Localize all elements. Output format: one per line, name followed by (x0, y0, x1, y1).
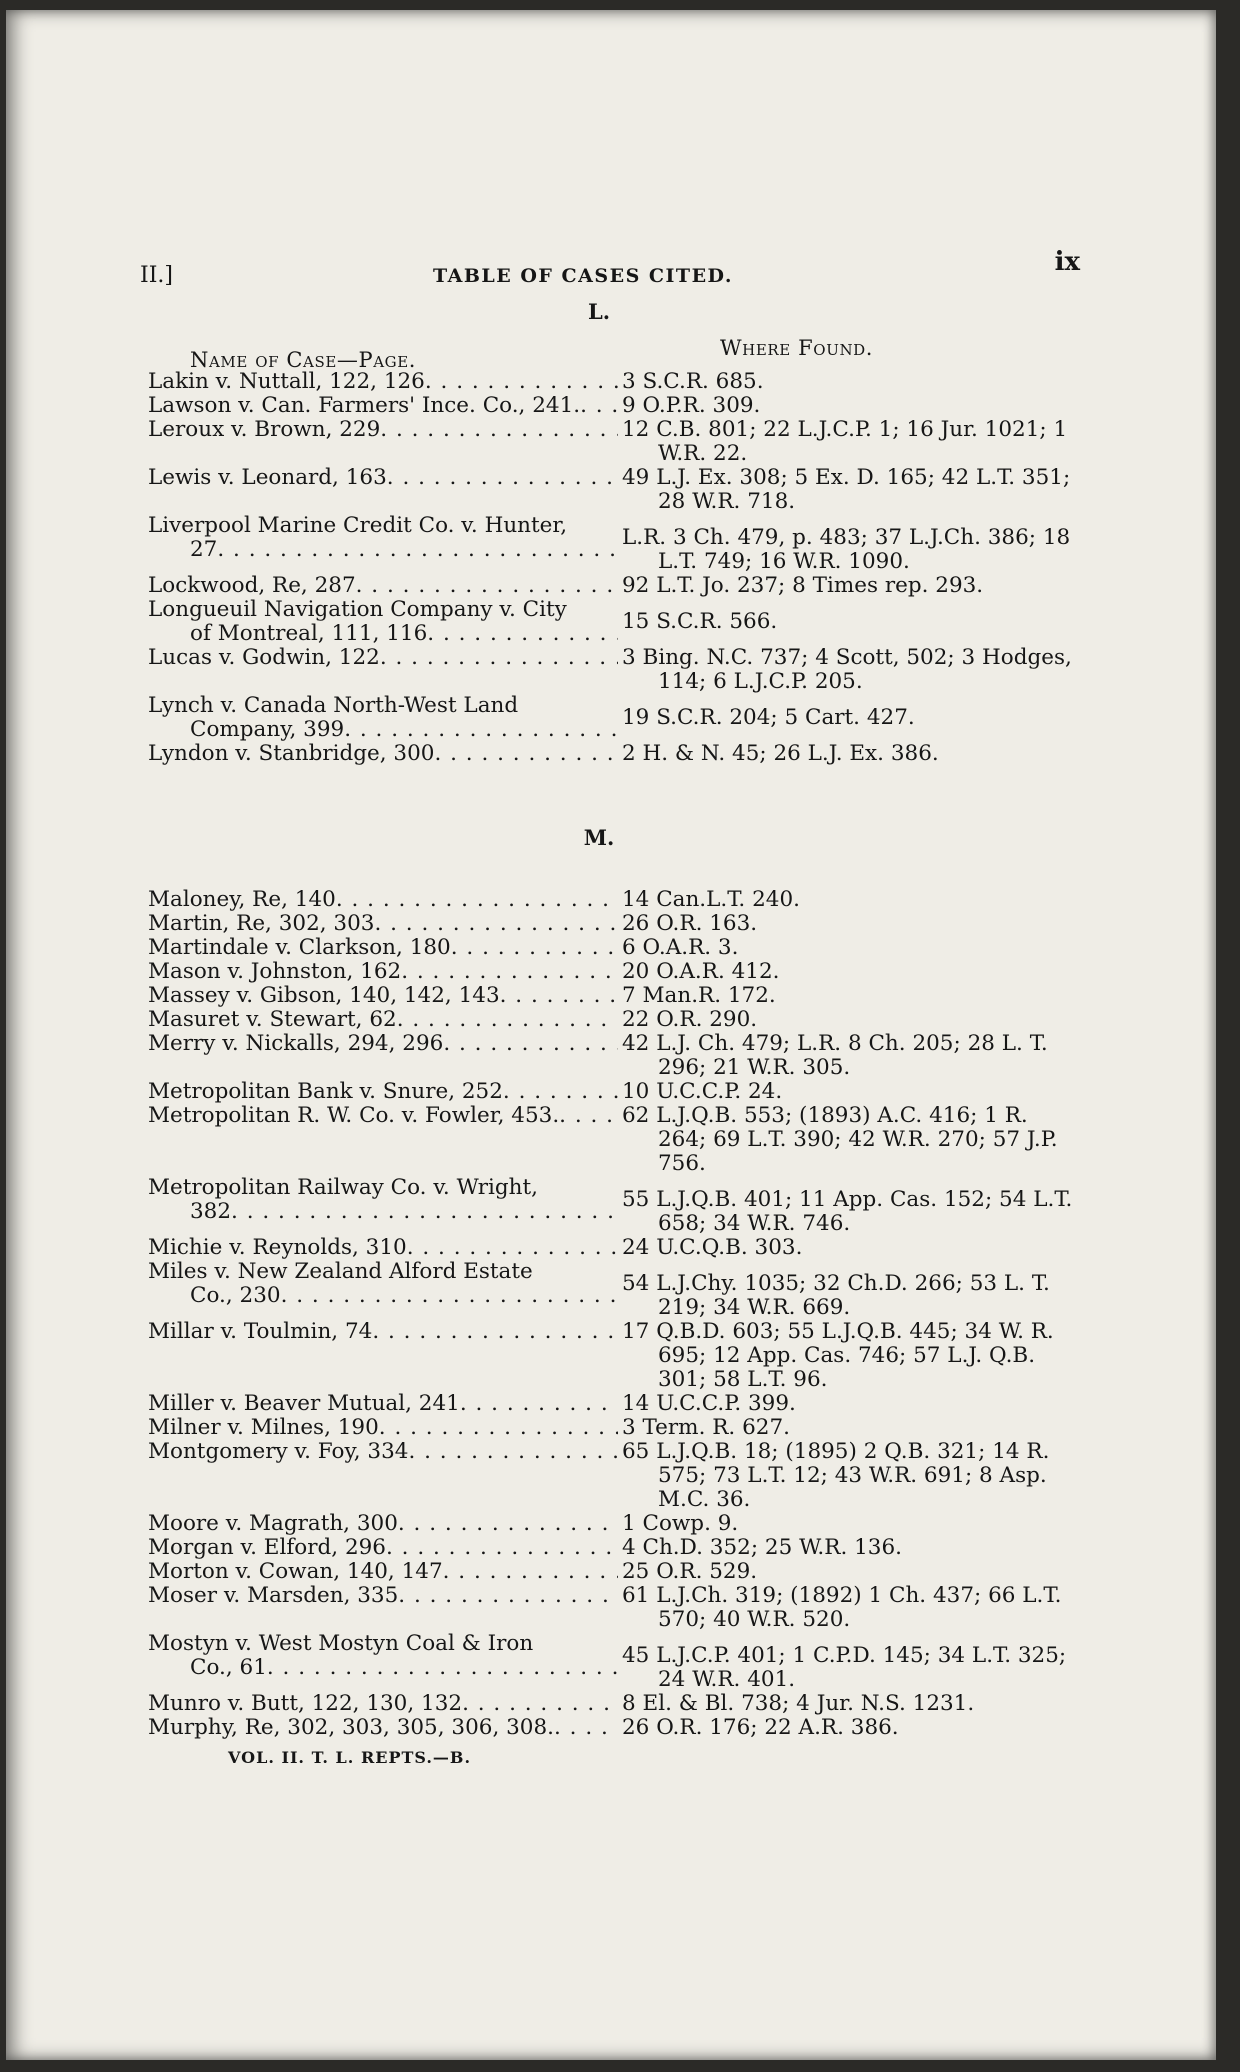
case-name (148, 1080, 618, 1104)
case-name-line: of Montreal, 111, 116 (190, 621, 428, 646)
case-entry (148, 1080, 1080, 1104)
citation: 61 L.J.Ch. 319; (1892) 1 Ch. 437; 66 L.T. 570; 40 W.R. 520. (622, 1583, 1062, 1632)
leader-dots (434, 742, 618, 766)
case-entry (148, 1692, 1080, 1716)
case-name (148, 742, 618, 766)
case-entry (148, 1176, 1080, 1236)
leader-dots (380, 646, 618, 670)
case-name-line: Morton v. Cowan, 140, 147 (148, 1560, 443, 1584)
citation: 42 L.J. Ch. 479; L.R. 8 Ch. 205; 28 L. T. 296; 21 W.R. 305. (622, 1031, 1048, 1080)
leader-dots (380, 418, 618, 442)
page-title: TABLE OF CASES CITED. (433, 265, 733, 287)
case-entry (148, 888, 1080, 912)
citation: 19 S.C.R. 204; 5 Cart. 427. (622, 705, 915, 730)
section-heading-m: M. (583, 825, 615, 850)
case-entry (148, 1560, 1080, 1584)
leader-dots (379, 1416, 618, 1440)
case-entry (148, 466, 1080, 514)
leader-dots (443, 1560, 618, 1584)
citation: L.R. 3 Ch. 479, p. 483; 37 L.J.Ch. 386; 18 L.T. 749; 16 W.R. 1090. (622, 525, 1071, 574)
leader-dots (387, 466, 618, 490)
case-name-line: Lyndon v. Stanbridge, 300 (148, 742, 435, 766)
case-name (148, 394, 618, 418)
case-entry (148, 1512, 1080, 1536)
citation: 26 O.R. 176; 22 A.R. 386. (622, 1715, 899, 1740)
case-entry (148, 418, 1080, 466)
case-name-line: Moore v. Magrath, 300 (148, 1512, 398, 1536)
leader-dots (407, 1236, 618, 1260)
column-header-name: Name of Case—Page. (190, 348, 417, 372)
case-name (148, 1584, 618, 1608)
leader-dots (462, 1692, 618, 1716)
leader-dots (443, 1032, 618, 1056)
citation: 55 L.J.Q.B. 401; 11 App. Cas. 152; 54 L.T. 658; 34 W.R. 746. (622, 1187, 1073, 1236)
case-name-line: Miller v. Beaver Mutual, 241 (148, 1392, 460, 1416)
leader-dots (336, 888, 618, 912)
case-name (148, 1692, 618, 1716)
citation: 9 O.P.R. 309. (622, 393, 761, 418)
case-name-line: Merry v. Nickalls, 294, 296 (148, 1032, 444, 1056)
case-name-line: Co., 61 (190, 1655, 267, 1680)
case-entry (148, 394, 1080, 418)
case-entry (148, 1236, 1080, 1260)
leader-dots (408, 1440, 618, 1464)
citation: 1 Cowp. 9. (622, 1511, 739, 1536)
case-name-line: Morgan v. Elford, 296 (148, 1536, 386, 1560)
leader-dots (267, 1656, 618, 1680)
citation: 24 U.C.Q.B. 303. (622, 1235, 803, 1260)
case-name-line: Moser v. Marsden, 335 (148, 1584, 399, 1608)
citation: 10 U.C.C.P. 24. (622, 1079, 783, 1104)
case-entry (148, 984, 1080, 1008)
case-entry (148, 742, 1080, 766)
leader-dots (386, 1536, 618, 1560)
citation: 14 Can.L.T. 240. (622, 887, 800, 912)
case-name-line: Murphy, Re, 302, 303, 305, 306, 308. (148, 1716, 554, 1740)
citation: 65 L.J.Q.B. 18; (1895) 2 Q.B. 321; 14 R. 575; 73 L.T. 12; 43 W.R. 691; 8 Asp. M.C. 36. (622, 1439, 1050, 1512)
citation: 49 L.J. Ex. 308; 5 Ex. D. 165; 42 L.T. 351; 28 W.R. 718. (622, 465, 1071, 514)
leader-dots (398, 1584, 618, 1608)
case-entry (148, 1008, 1080, 1032)
case-name (148, 1320, 618, 1344)
case-name (148, 1716, 618, 1740)
document-page (140, 247, 1080, 1770)
case-name-line: Masuret v. Stewart, 62 (148, 1008, 397, 1032)
citation: 2 H. & N. 45; 26 L.J. Ex. 386. (622, 741, 939, 766)
column-header-where: Where Found. (720, 336, 874, 360)
leader-dots (217, 538, 618, 562)
case-name (148, 936, 618, 960)
case-name-line: Martin, Re, 302, 303 (148, 912, 375, 936)
case-name-line: Mason v. Johnston, 162 (148, 960, 402, 984)
section-heading-l: L. (587, 299, 611, 324)
case-name-line: Lawson v. Can. Farmers' Ince. Co., 241. (148, 394, 581, 418)
citation: 45 L.J.C.P. 401; 1 C.P.D. 145; 34 L.T. 325; 24 W.R. 401. (622, 1643, 1067, 1692)
case-name-line: Massey v. Gibson, 140, 142, 143 (148, 984, 500, 1008)
case-name (148, 1032, 618, 1056)
citation: 3 S.C.R. 685. (622, 369, 764, 394)
leader-dots (427, 622, 618, 646)
case-entry (148, 694, 1080, 742)
case-name (148, 1104, 618, 1128)
case-entry (148, 1392, 1080, 1416)
leader-dots (374, 912, 618, 936)
case-name-line: Lewis v. Leonard, 163 (148, 466, 387, 490)
case-name-line: 27 (190, 537, 218, 562)
case-name-line: 382 (190, 1199, 232, 1224)
case-entry (148, 1104, 1080, 1176)
section-l-entries (148, 370, 1080, 766)
leader-dots (425, 370, 618, 394)
case-name (148, 466, 618, 490)
citation: 4 Ch.D. 352; 25 W.R. 136. (622, 1535, 902, 1560)
citation: 22 O.R. 290. (622, 1007, 758, 1032)
case-entry (148, 598, 1080, 646)
leader-dots (554, 1716, 618, 1740)
case-name (148, 1236, 618, 1260)
case-entry (148, 960, 1080, 984)
case-name-line: Co., 230 (190, 1283, 281, 1308)
case-name-line: Metropolitan Railway Co. v. Wright, (148, 1176, 538, 1200)
case-name-line: Company, 399 (190, 717, 345, 742)
citation: 92 L.T. Jo. 237; 8 Times rep. 293. (622, 573, 984, 598)
running-head (140, 247, 1080, 298)
case-name (148, 960, 618, 984)
case-name-line: Munro v. Butt, 122, 130, 132 (148, 1692, 463, 1716)
case-entry (148, 1716, 1080, 1740)
case-name (148, 1416, 618, 1440)
case-name (148, 1632, 618, 1680)
citation: 62 L.J.Q.B. 553; (1893) A.C. 416; 1 R. 264; 69 L.T. 390; 42 W.R. 270; 57 J.P. 756. (622, 1103, 1058, 1176)
case-name-line: Michie v. Reynolds, 310 (148, 1236, 407, 1260)
leader-dots (559, 1104, 618, 1128)
case-entry (148, 912, 1080, 936)
leader-dots (500, 984, 618, 1008)
part-number: II.] (140, 263, 173, 288)
case-entry (148, 1416, 1080, 1440)
case-name (148, 912, 618, 936)
case-name (148, 1176, 618, 1224)
case-entry (148, 1440, 1080, 1512)
case-name (148, 1536, 618, 1560)
leader-dots (231, 1200, 618, 1224)
case-entry (148, 1536, 1080, 1560)
case-entry (148, 646, 1080, 694)
case-name-line: Miles v. New Zealand Alford Estate (148, 1260, 533, 1284)
citation: 3 Term. R. 627. (622, 1415, 790, 1440)
case-name-line: Metropolitan R. W. Co. v. Fowler, 453. (148, 1104, 560, 1128)
case-name (148, 1440, 618, 1464)
citation: 14 U.C.C.P. 399. (622, 1391, 796, 1416)
case-entry (148, 1260, 1080, 1320)
citation: 17 Q.B.D. 603; 55 L.J.Q.B. 445; 34 W. R. 695; 12 App. Cas. 746; 57 L.J. Q.B. 301; 58 L.T. 96. (622, 1319, 1054, 1392)
citation: 7 Man.R. 172. (622, 983, 776, 1008)
case-entry (148, 1584, 1080, 1632)
case-name (148, 1260, 618, 1308)
leader-dots (451, 936, 618, 960)
leader-dots (344, 718, 618, 742)
section-m-entries (148, 888, 1080, 1740)
leader-dots (460, 1392, 618, 1416)
case-name (148, 984, 618, 1008)
leader-dots (372, 1320, 618, 1344)
case-entry (148, 1032, 1080, 1080)
case-entry (148, 936, 1080, 960)
leader-dots (397, 1008, 618, 1032)
citation: 15 S.C.R. 566. (622, 609, 778, 634)
case-name-line: Lockwood, Re, 287 (148, 574, 356, 598)
citation: 6 O.A.R. 3. (622, 935, 739, 960)
case-name (148, 1008, 618, 1032)
leader-dots (580, 394, 618, 418)
case-name-line: Milner v. Milnes, 190 (148, 1416, 379, 1440)
leader-dots (281, 1284, 618, 1308)
citation: 26 O.R. 163. (622, 911, 758, 936)
citation: 3 Bing. N.C. 737; 4 Scott, 502; 3 Hodges, 114; 6 L.J.C.P. 205. (622, 645, 1072, 694)
case-entry (148, 1632, 1080, 1692)
case-name-line: Mostyn v. West Mostyn Coal & Iron (148, 1632, 534, 1656)
case-name (148, 1560, 618, 1584)
leader-dots (356, 574, 618, 598)
case-name (148, 598, 618, 646)
case-name-line: Montgomery v. Foy, 334 (148, 1440, 409, 1464)
citation: 12 C.B. 801; 22 L.J.C.P. 1; 16 Jur. 1021; 1 W.R. 22. (622, 417, 1068, 466)
case-name (148, 1392, 618, 1416)
case-name (148, 574, 618, 598)
case-name-line: Lakin v. Nuttall, 122, 126 (148, 370, 425, 394)
leader-dots (401, 960, 618, 984)
citation: 8 El. & Bl. 738; 4 Jur. N.S. 1231. (622, 1691, 975, 1716)
citation: 20 O.A.R. 412. (622, 959, 780, 984)
case-name-line: Lucas v. Godwin, 122 (148, 646, 380, 670)
leader-dots (503, 1080, 618, 1104)
case-name-line: Millar v. Toulmin, 74 (148, 1320, 373, 1344)
case-name (148, 418, 618, 442)
case-name (148, 646, 618, 670)
case-name-line: Martindale v. Clarkson, 180 (148, 936, 451, 960)
case-entry (148, 1320, 1080, 1392)
citation: 25 O.R. 529. (622, 1559, 758, 1584)
column-headers (148, 332, 1080, 370)
case-name (148, 888, 618, 912)
case-name-line: Longueuil Navigation Company v. City (148, 598, 567, 622)
page-number: ix (1054, 247, 1080, 277)
case-name (148, 694, 618, 742)
case-entry (148, 370, 1080, 394)
leader-dots (398, 1512, 618, 1536)
case-name (148, 1512, 618, 1536)
case-name-line: Metropolitan Bank v. Snure, 252 (148, 1080, 503, 1104)
case-name (148, 370, 618, 394)
footer-signature: VOL. II. T. L. REPTS.—B. (228, 1748, 472, 1767)
citation: 54 L.J.Chy. 1035; 32 Ch.D. 266; 53 L. T. 219; 34 W.R. 669. (622, 1271, 1050, 1320)
case-name-line: Maloney, Re, 140 (148, 888, 336, 912)
case-name (148, 514, 618, 562)
case-name-line: Liverpool Marine Credit Co. v. Hunter, (148, 514, 568, 538)
case-entry (148, 514, 1080, 574)
case-name-line: Leroux v. Brown, 229 (148, 418, 381, 442)
case-entry (148, 574, 1080, 598)
case-name-line: Lynch v. Canada North-West Land (148, 694, 519, 718)
